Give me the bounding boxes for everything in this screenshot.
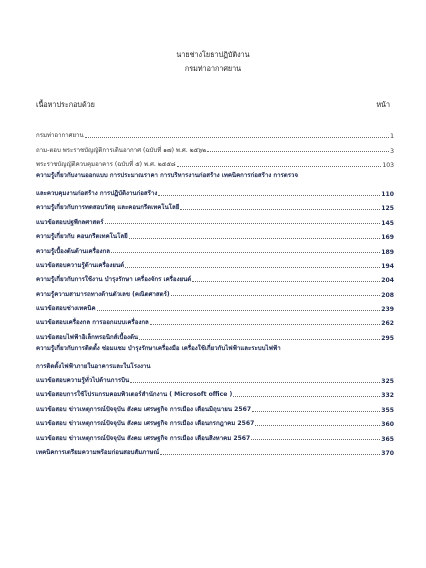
toc-entry-label: แนวข้อสอบปฐพีกลศาสตร์ xyxy=(36,218,104,226)
toc-entry-label: แนวข้อสอบการใช้โปรแกรมคอมพิวเตอร์สำนักงาน ( Microsoft office ) xyxy=(36,391,233,399)
toc-page-number: 110 xyxy=(381,190,394,198)
toc-page-number: 208 xyxy=(381,291,394,299)
toc-entry xyxy=(36,284,394,298)
toc-page-number: 169 xyxy=(381,234,394,242)
table-of-contents xyxy=(36,126,394,457)
dot-leader xyxy=(125,267,380,268)
toc-page-number: 194 xyxy=(381,262,394,270)
dot-leader xyxy=(85,137,389,138)
toc-entry-label: การติดตั้งไฟฟ้าภายในอาคารและในโรงงาน xyxy=(36,362,151,370)
dot-leader xyxy=(111,252,380,253)
toc-entry-label: แนวข้อสอบช่างเทคนิค xyxy=(36,305,96,313)
toc-entry-label: พระราชบัญญัติควบคุมอาคาร (ฉบับที่ ๕) พ.ศ. ๒๕๕๘ xyxy=(36,161,176,169)
toc-entry xyxy=(36,385,394,399)
toc-entry xyxy=(36,327,394,341)
toc-entry-label: กรมท่าอากาศยาน xyxy=(36,132,84,140)
toc-entry xyxy=(36,443,394,457)
toc-entry xyxy=(36,428,394,442)
dot-leader xyxy=(171,295,381,296)
toc-entry xyxy=(36,212,394,226)
dot-leader xyxy=(233,396,380,397)
toc-page-number: 189 xyxy=(381,248,394,256)
toc-entry xyxy=(36,371,394,385)
dot-leader xyxy=(150,324,381,325)
dot-leader xyxy=(251,439,380,440)
toc-entry xyxy=(36,241,394,255)
dot-leader xyxy=(207,151,389,152)
dot-leader xyxy=(130,382,380,383)
toc-entry xyxy=(36,313,394,327)
toc-page-number: 370 xyxy=(381,449,394,457)
toc-entry xyxy=(36,155,394,169)
toc-page-heading: หน้า xyxy=(376,100,390,109)
dot-leader xyxy=(192,281,380,282)
toc-entry xyxy=(36,256,394,270)
dot-leader xyxy=(252,411,380,412)
toc-page-number: 325 xyxy=(381,378,394,386)
dot-leader xyxy=(105,223,381,224)
document-title: นายช่างโยธาปฏิบัติงาน xyxy=(176,50,250,59)
toc-entry-label: แนวข้อสอบเครื่องกล การออกแบบเครื่องกล xyxy=(36,319,149,327)
toc-page-number: 332 xyxy=(381,392,394,400)
toc-entry xyxy=(36,414,394,428)
toc-entry xyxy=(36,399,394,413)
toc-heading: เนื้อหาประกอบด้วย xyxy=(36,100,95,109)
toc-entry-label: ความรู้เกี่ยวกับ คอนกรีตเทคโนโลยี xyxy=(36,233,128,241)
toc-entry-label: ความรู้เกี่ยวกับการทดสอบวัสดุ และคอนกรีตเทคโนโลยี xyxy=(36,204,180,212)
toc-entry xyxy=(36,227,394,241)
toc-page-number: 365 xyxy=(381,435,394,443)
toc-entry xyxy=(36,126,394,140)
toc-entry-label: แนวข้อสอบความรู้ทั่วไปด้านการบิน xyxy=(36,377,130,385)
toc-entry xyxy=(36,198,394,212)
dot-leader xyxy=(177,166,382,167)
toc-entry-label: แนวข้อสอบความรู้ด้านเครื่องยนต์ xyxy=(36,261,125,269)
toc-entry xyxy=(36,270,394,284)
toc-page-number: 103 xyxy=(382,162,394,170)
dot-leader xyxy=(139,339,380,340)
toc-entry-label: แนวข้อสอบไฟฟ้าอิเล็กทรอนิกส์เบื้องต้น xyxy=(36,333,139,341)
dot-leader xyxy=(160,454,380,455)
toc-entry-label: แนวข้อสอบ ข่าวเหตุการณ์ปัจจุบัน สังคม เศรษฐกิจ การเมือง เดือนสิงหาคม 2567 xyxy=(36,434,251,442)
toc-page-number: 355 xyxy=(381,406,394,414)
toc-page-number: 1 xyxy=(390,133,394,141)
toc-entry-label: ความรู้เบื้องต้นด้านเครื่องกล xyxy=(36,247,110,255)
toc-page-number: 262 xyxy=(381,320,394,328)
toc-page-number: 360 xyxy=(381,421,394,429)
dot-leader xyxy=(158,195,380,196)
toc-entry-label: ความรู้เกี่ยวกับงานออกแบบ การประมาณราคา การบริหารงานก่อสร้าง เทคนิคการก่อสร้าง การตรวจ xyxy=(36,172,299,180)
toc-entry-label: ความรู้เกี่ยวกับการติดตั้ง ซ่อมแซม บำรุงรักษาเครื่องมือ เครื่องใช้เกี่ยวกับไฟฟ้าและระบบไฟฟ้า xyxy=(36,344,281,352)
toc-page-number: 145 xyxy=(381,219,394,227)
toc-page-number: 3 xyxy=(390,147,394,155)
toc-entry-label: เทคนิคการเตรียมความพร้อมก่อนสอบสัมภาษณ์ xyxy=(36,448,160,456)
toc-entry-label: ความรู้ความสามารถทางด้านตัวเลข (คณิตศาสตร์) xyxy=(36,290,170,298)
toc-page-number: 204 xyxy=(381,277,394,285)
document-subtitle: กรมท่าอากาศยาน xyxy=(184,64,242,73)
toc-entry-label: และควบคุมงานก่อสร้าง การปฏิบัติงานก่อสร้าง xyxy=(36,189,158,197)
toc-entry-label: แนวข้อสอบ ข่าวเหตุการณ์ปัจจุบัน สังคม เศรษฐกิจ การเมือง เดือนกรกฎาคม 2567 xyxy=(36,420,255,428)
toc-entry xyxy=(36,184,394,198)
toc-page-number: 295 xyxy=(381,334,394,342)
dot-leader xyxy=(129,238,381,239)
toc-entry-label: ถาม-ตอบ พระราชบัญญัติการเดินอากาศ (ฉบับที่ ๑๗) พ.ศ. ๒๕๖๒ xyxy=(36,146,207,154)
toc-entry-label: แนวข้อสอบ ข่าวเหตุการณ์ปัจจุบัน สังคม เศรษฐกิจ การเมือง เดือนมิถุนายน 2567 xyxy=(36,405,252,413)
dot-leader xyxy=(255,425,380,426)
toc-entry-label: ความรู้เกี่ยวกับการใช้งาน บำรุงรักษา เครื่องจักร เครื่องยนต์ xyxy=(36,276,192,284)
toc-page-number: 125 xyxy=(381,205,394,213)
dot-leader xyxy=(180,209,380,210)
toc-entry xyxy=(36,140,394,154)
toc-entry xyxy=(36,299,394,313)
dot-leader xyxy=(97,310,381,311)
toc-page-number: 239 xyxy=(381,306,394,314)
toc-entry xyxy=(36,356,394,370)
